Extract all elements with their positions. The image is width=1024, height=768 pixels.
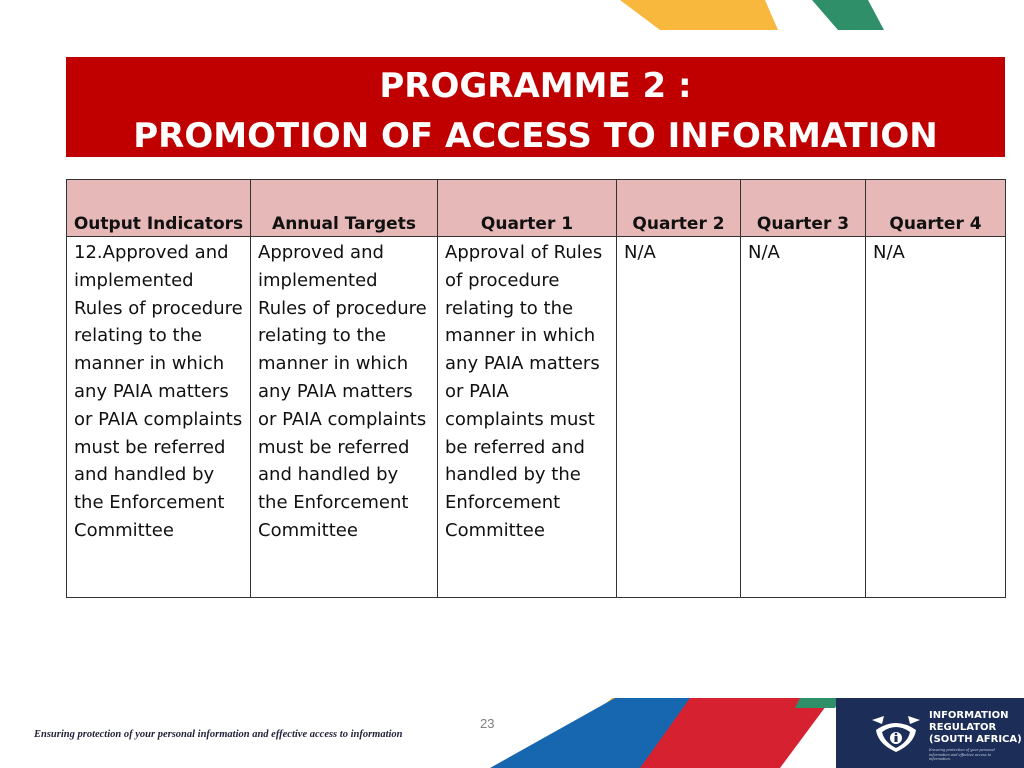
- information-regulator-logo: [836, 698, 1024, 768]
- title-line-2: PROMOTION OF ACCESS TO INFORMATION: [133, 116, 938, 156]
- header-quarter-1: Quarter 1: [438, 180, 617, 237]
- page-number: 23: [480, 716, 495, 731]
- yellow-stripe: [620, 0, 778, 30]
- cell-output-indicator: 12.Approved and implemented Rules of procedure relating to the manner in which any PAIA matters or PAIA complaints must be referred and handled by the Enforcement Committee: [67, 237, 251, 598]
- footer-tagline: Ensuring protection of your personal information and effective access to information: [34, 729, 403, 740]
- table-row: [67, 237, 1006, 598]
- header-annual-targets: Annual Targets: [251, 180, 438, 237]
- header-quarter-3: Quarter 3: [741, 180, 866, 237]
- cell-annual-target: Approved and implemented Rules of procedure relating to the manner in which any PAIA matters or PAIA complaints must be referred and handled by the Enforcement Committee: [251, 237, 438, 598]
- title-line-1: PROGRAMME 2 :: [379, 66, 692, 106]
- header-quarter-2: Quarter 2: [617, 180, 741, 237]
- green-accent: [795, 698, 840, 708]
- logo-line-3: (SOUTH AFRICA): [929, 734, 1022, 745]
- title-banner: [66, 57, 1005, 157]
- table-header-row: [67, 180, 1006, 237]
- cell-quarter-2: N/A: [617, 237, 741, 598]
- targets-table: [66, 179, 1006, 598]
- regulator-emblem-icon: [868, 710, 924, 758]
- cell-quarter-4: N/A: [866, 237, 1006, 598]
- cell-quarter-1: Approval of Rules of procedure relating to the manner in which any PAIA matters or PAIA complaints must be referred and handled by the Enforcement Committee: [438, 237, 617, 598]
- logo-subtext: Ensuring protection of your personal information and effective access to information.: [929, 748, 995, 761]
- green-stripe: [812, 0, 884, 30]
- cell-quarter-3: N/A: [741, 237, 866, 598]
- top-flag-stripes: [0, 0, 1024, 40]
- logo-wordmark: [929, 710, 1022, 746]
- logo-line-1: INFORMATION: [929, 710, 1009, 721]
- logo-line-2: REGULATOR: [929, 722, 997, 733]
- header-output-indicators: Output Indicators: [67, 180, 251, 237]
- header-quarter-4: Quarter 4: [866, 180, 1006, 237]
